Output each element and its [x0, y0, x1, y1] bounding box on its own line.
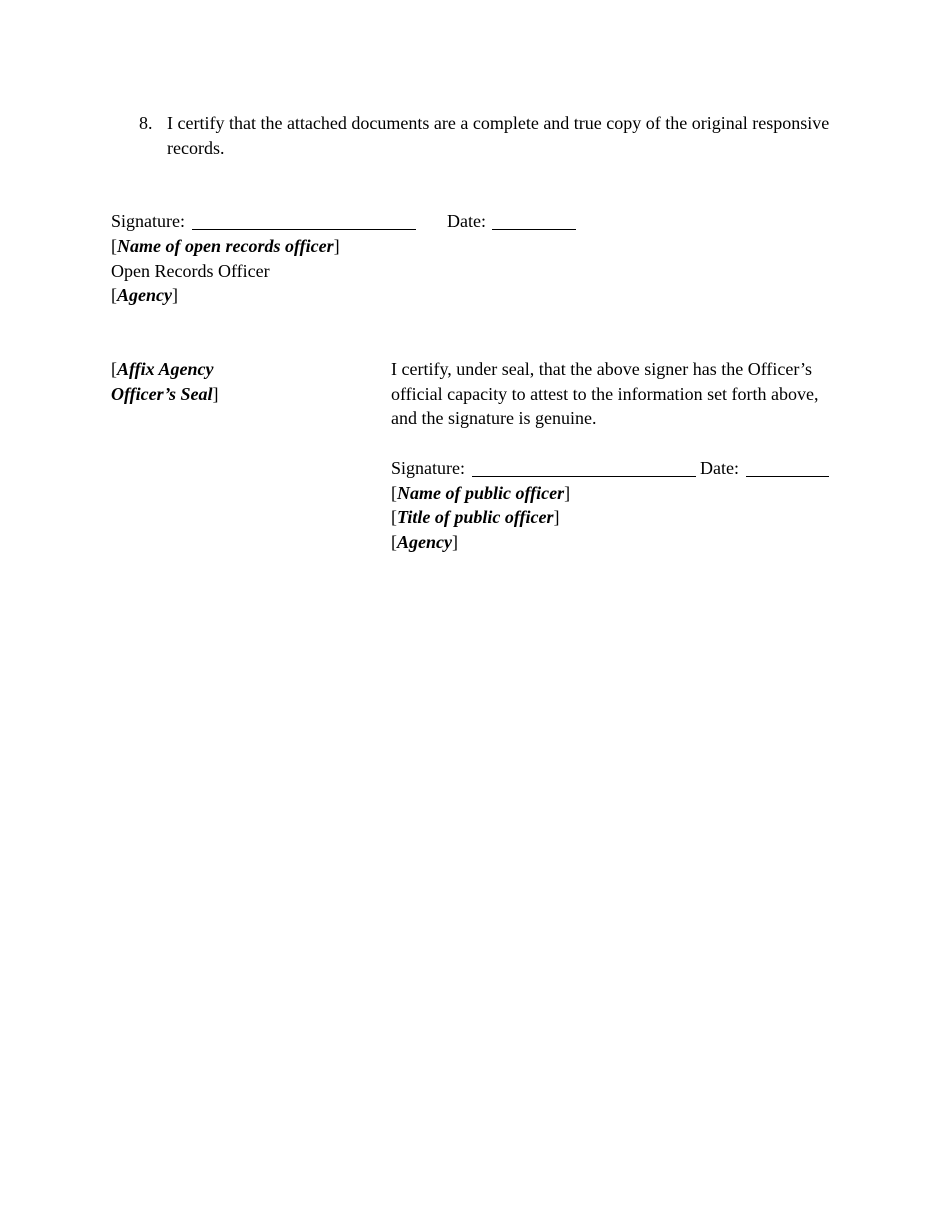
officer-name-placeholder: [Name of open records officer] [111, 236, 340, 256]
public-officer-title-placeholder: [Title of public officer] [391, 507, 560, 527]
officer-agency-text: Agency [117, 285, 172, 305]
officer-signature-line[interactable] [192, 212, 416, 230]
officer-date-label: Date: [447, 211, 486, 231]
signature-label: Signature: [111, 211, 185, 231]
attestation-text [391, 357, 819, 431]
attestation-line-2: official capacity to attest to the information set forth above, [391, 383, 819, 404]
attestation-line-1: I certify, under seal, that the above signer has the Officer’s [391, 359, 813, 379]
public-officer-agency-placeholder: [Agency] [391, 532, 458, 552]
officer-name-text: Name of open records officer [117, 236, 334, 256]
attestation-signature-line[interactable] [472, 459, 696, 477]
public-officer-agency-text: Agency [397, 532, 452, 552]
officer-date-line[interactable] [492, 212, 576, 230]
attestation-date-label: Date: [700, 458, 739, 478]
seal-line-2: Officer’s Seal [111, 383, 213, 404]
certification-line-2: records. [167, 137, 225, 158]
officer-title: Open Records Officer [111, 261, 270, 281]
public-officer-name-placeholder: [Name of public officer] [391, 483, 571, 503]
seal-placeholder: [Affix Agency Officer’s Seal] [111, 359, 219, 404]
public-officer-name-text: Name of public officer [397, 483, 565, 503]
officer-signature-row [111, 209, 185, 234]
certification-statement [167, 111, 829, 160]
list-number: 8. [139, 113, 153, 133]
attestation-line-3: and the signature is genuine. [391, 408, 597, 428]
attestation-signature-label: Signature: [391, 458, 465, 478]
attestation-date-line[interactable] [746, 459, 829, 477]
certification-line-1: I certify that the attached documents are a complete and true copy of the original responsive [167, 113, 830, 133]
public-officer-title-text: Title of public officer [397, 507, 554, 527]
officer-agency-placeholder: [Agency] [111, 285, 178, 305]
seal-line-1: Affix Agency [117, 359, 214, 379]
